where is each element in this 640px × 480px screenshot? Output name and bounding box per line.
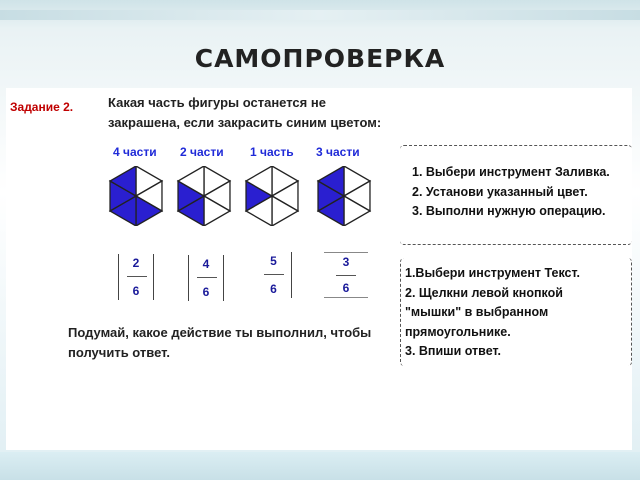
fraction-denominator: 6 bbox=[202, 285, 210, 299]
fill-step-2: 2. Установи указанный цвет. bbox=[412, 184, 588, 199]
answer-fraction-3[interactable] bbox=[256, 252, 292, 298]
reflection-line-2: получить ответ. bbox=[68, 345, 170, 360]
fill-step-1: 1. Выбери инструмент Заливка. bbox=[412, 165, 610, 179]
text-step-2-cont: "мышки" в выбранном bbox=[405, 305, 549, 319]
task-question bbox=[108, 93, 408, 133]
fraction-bar bbox=[197, 277, 217, 278]
question-line-2: закрашена, если закрасить синим цветом: bbox=[108, 115, 382, 130]
fraction-denominator: 6 bbox=[132, 284, 140, 298]
page-title: САМОПРОВЕРКА bbox=[194, 44, 446, 73]
answer-fraction-2[interactable] bbox=[188, 255, 224, 301]
answer-fraction-4[interactable] bbox=[324, 252, 368, 298]
fill-instructions-box bbox=[400, 145, 632, 245]
hexagon-figure-4[interactable] bbox=[312, 166, 376, 226]
fraction-denominator: 6 bbox=[342, 281, 350, 295]
task-label: Задание 2. bbox=[10, 100, 74, 114]
reflection-prompt bbox=[68, 323, 388, 363]
text-step-3: 3. Впиши ответ. bbox=[405, 344, 501, 358]
hexagon-figure-1[interactable] bbox=[104, 166, 168, 226]
text-step-2-end: прямоугольнике. bbox=[405, 324, 511, 339]
part-label-3: 1 часть bbox=[250, 145, 294, 159]
header-stripe bbox=[0, 10, 640, 20]
part-label-2: 2 части bbox=[180, 145, 224, 159]
hexagon-figure-3[interactable] bbox=[240, 166, 304, 226]
fraction-bar bbox=[264, 274, 284, 275]
fraction-bar bbox=[127, 276, 147, 277]
footer-decoration bbox=[0, 452, 640, 480]
fraction-denominator: 6 bbox=[270, 282, 277, 296]
question-line-1: Какая часть фигуры останется не bbox=[108, 95, 326, 110]
part-label-4: 3 части bbox=[316, 145, 360, 159]
reflection-line-1: Подумай, какое действие ты выполнил, чтобы bbox=[68, 325, 372, 340]
fraction-numerator: 2 bbox=[132, 256, 140, 270]
text-step-1: 1.Выбери инструмент Текст. bbox=[405, 266, 581, 280]
fill-step-3: 3. Выполни нужную операцию. bbox=[412, 204, 606, 218]
answer-fraction-1[interactable] bbox=[118, 254, 154, 300]
fraction-numerator: 4 bbox=[202, 257, 210, 271]
fraction-numerator: 5 bbox=[270, 254, 277, 268]
hexagon-figure-2[interactable] bbox=[172, 166, 236, 226]
fraction-bar bbox=[336, 275, 356, 276]
part-label-1: 4 части bbox=[113, 145, 157, 159]
fraction-numerator: 3 bbox=[342, 255, 350, 269]
text-instructions-box bbox=[400, 258, 632, 366]
text-step-2: 2. Щелкни левой кнопкой bbox=[405, 285, 563, 300]
